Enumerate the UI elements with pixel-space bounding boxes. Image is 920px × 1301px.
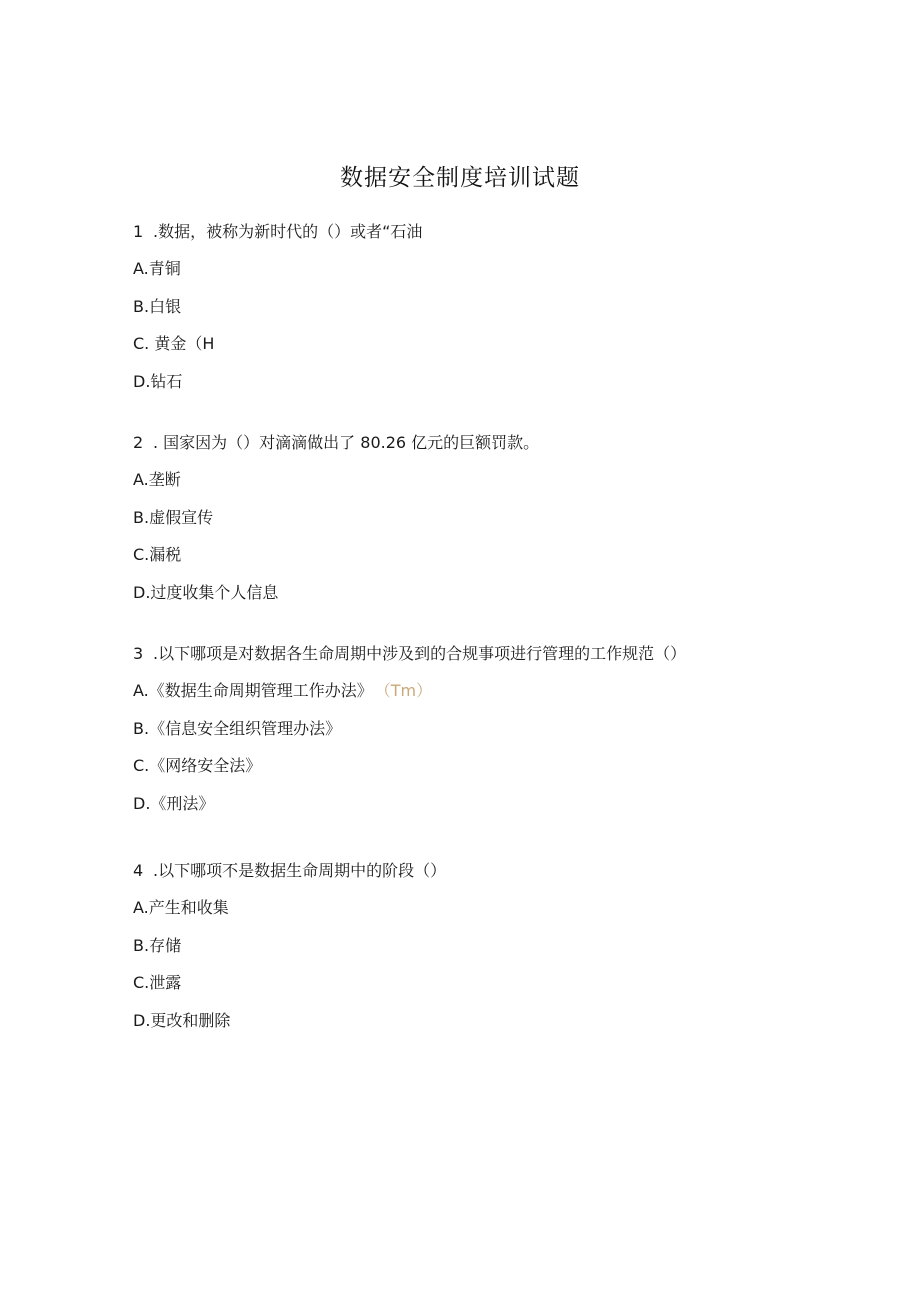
- page-title: 数据安全制度培训试题: [340, 165, 580, 191]
- option-c: C.泄露: [133, 973, 182, 992]
- option-d: D.钻石: [133, 371, 183, 391]
- option-d: D.《刑法》: [133, 793, 215, 813]
- question-number: 4: [133, 861, 144, 880]
- question-1: [133, 221, 873, 408]
- question-number: 1: [133, 222, 144, 241]
- option-c: C.《网络安全法》: [133, 756, 262, 775]
- option-d: D.更改和删除: [133, 1010, 231, 1030]
- option-a: [133, 680, 873, 702]
- option-b: B.《信息安全组织管理办法》: [133, 718, 342, 738]
- question-3: [133, 643, 873, 830]
- question-stem: [133, 860, 873, 882]
- question-number: 2: [133, 433, 144, 452]
- question-stem: [133, 643, 873, 665]
- question-text: . 国家因为（）对滴滴做出了 80.26 亿元的巨额罚款。: [153, 433, 540, 452]
- option-c: C.漏税: [133, 545, 182, 564]
- question-number: 3: [133, 644, 144, 663]
- question-stem: [133, 221, 873, 243]
- question-4: [133, 860, 873, 1047]
- option-c: C. 黄金（H: [133, 334, 215, 353]
- option-b: B.虚假宣传: [133, 507, 214, 527]
- option-d: D.过度收集个人信息: [133, 582, 279, 602]
- option-a: A.产生和收集: [133, 898, 229, 917]
- option-b: B.存储: [133, 935, 182, 955]
- option-a: A.垄断: [133, 470, 181, 489]
- option-a: A.青铜: [133, 259, 181, 278]
- question-text: .以下哪项不是数据生命周期中的阶段（）: [153, 861, 447, 880]
- question-2: [133, 432, 873, 619]
- answer-mark: （Tm）: [382, 681, 433, 700]
- option-b: B.白银: [133, 296, 182, 316]
- question-text: .数据，被称为新时代的（）或者“石油: [153, 222, 423, 241]
- question-text: .以下哪项是对数据各生命周期中涉及到的合规事项进行管理的工作规范（）: [153, 644, 687, 663]
- option-a-text: A.《数据生命周期管理工作办法》: [133, 681, 373, 700]
- question-stem: [133, 432, 873, 454]
